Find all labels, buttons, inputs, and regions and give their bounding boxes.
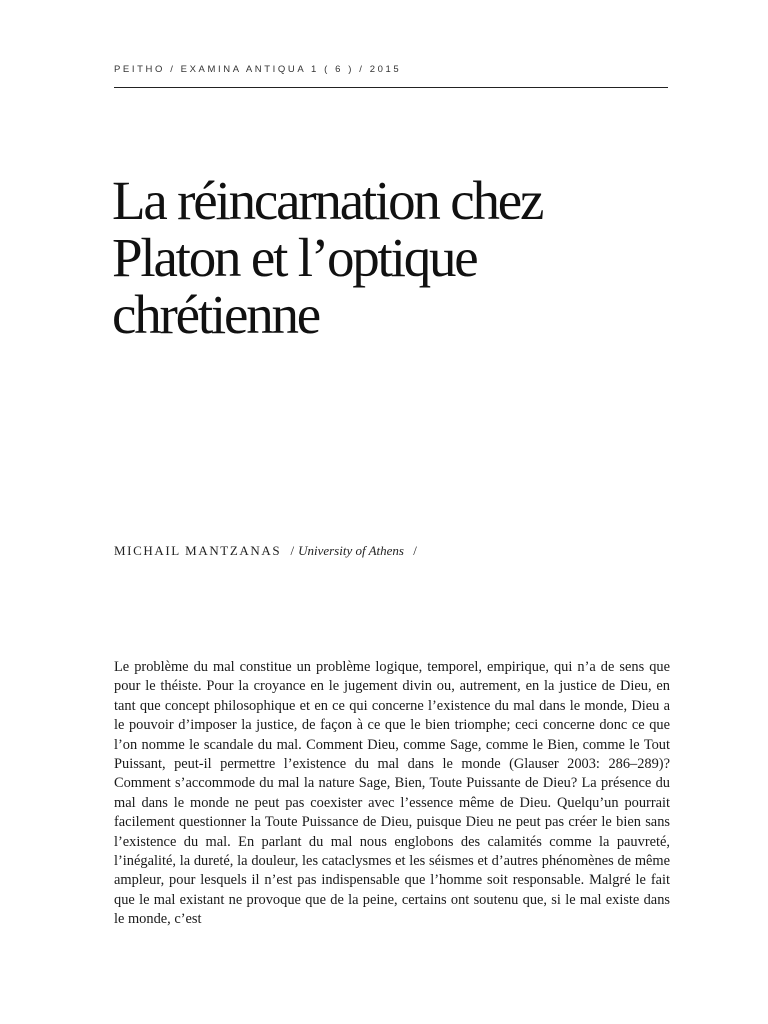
- running-head: PEITHO / EXAMINA ANTIQUA 1 ( 6 ) / 2015: [114, 64, 402, 75]
- separator: /: [290, 543, 295, 558]
- header-rule: [114, 87, 668, 88]
- author-affiliation: University of Athens: [298, 543, 404, 558]
- separator-end: /: [413, 543, 417, 558]
- author-line: [114, 543, 421, 559]
- article-title: La réincarnation chez Platon et l’optique chrétienne: [112, 170, 543, 345]
- author-name: MICHAIL MANTZANAS: [114, 543, 282, 558]
- body-paragraph: Le problème du mal constitue un problème logique, temporel, empirique, qui n’a de sens que pour le théiste. Pour la croyance en le jugement divin ou, autrement, en la justice de Dieu, en tant que concept philosophique et en ce qui concerne l’existence du mal dans le monde, Dieu a le pouvoir d’imposer la justice, de façon à ce que le bien triomphe; ceci concerne donc ce que l’on nomme le scandale du mal. Comment Dieu, comme Sage, comme le Bien, comme le Tout Puissant, peut-il permettre l’existence du mal dans le monde (Glauser 2003: 286–289)? Comment s’accommode du mal la nature Sage, Bien, Toute Puissante de Dieu? La présence du mal dans le monde ne peut pas coexister avec l’essence même de Dieu. Quelqu’un pourrait facilement questionner la Toute Puissance de Dieu, puisque Dieu ne peut pas créer le bien sans l’existence du mal. En parlant du mal nous englobons des calamités comme la pauvreté, l’inégalité, la dureté, la douleur, les cataclysmes et les séismes et d’autres phénomènes de même ampleur, pour lesquels il n’est pas indispensable que l’homme soit responsable. Malgré le fait que le mal existant ne provoque que de la peine, certains ont soutenu que, si le mal existe dans le monde, c’est: [114, 659, 670, 928]
